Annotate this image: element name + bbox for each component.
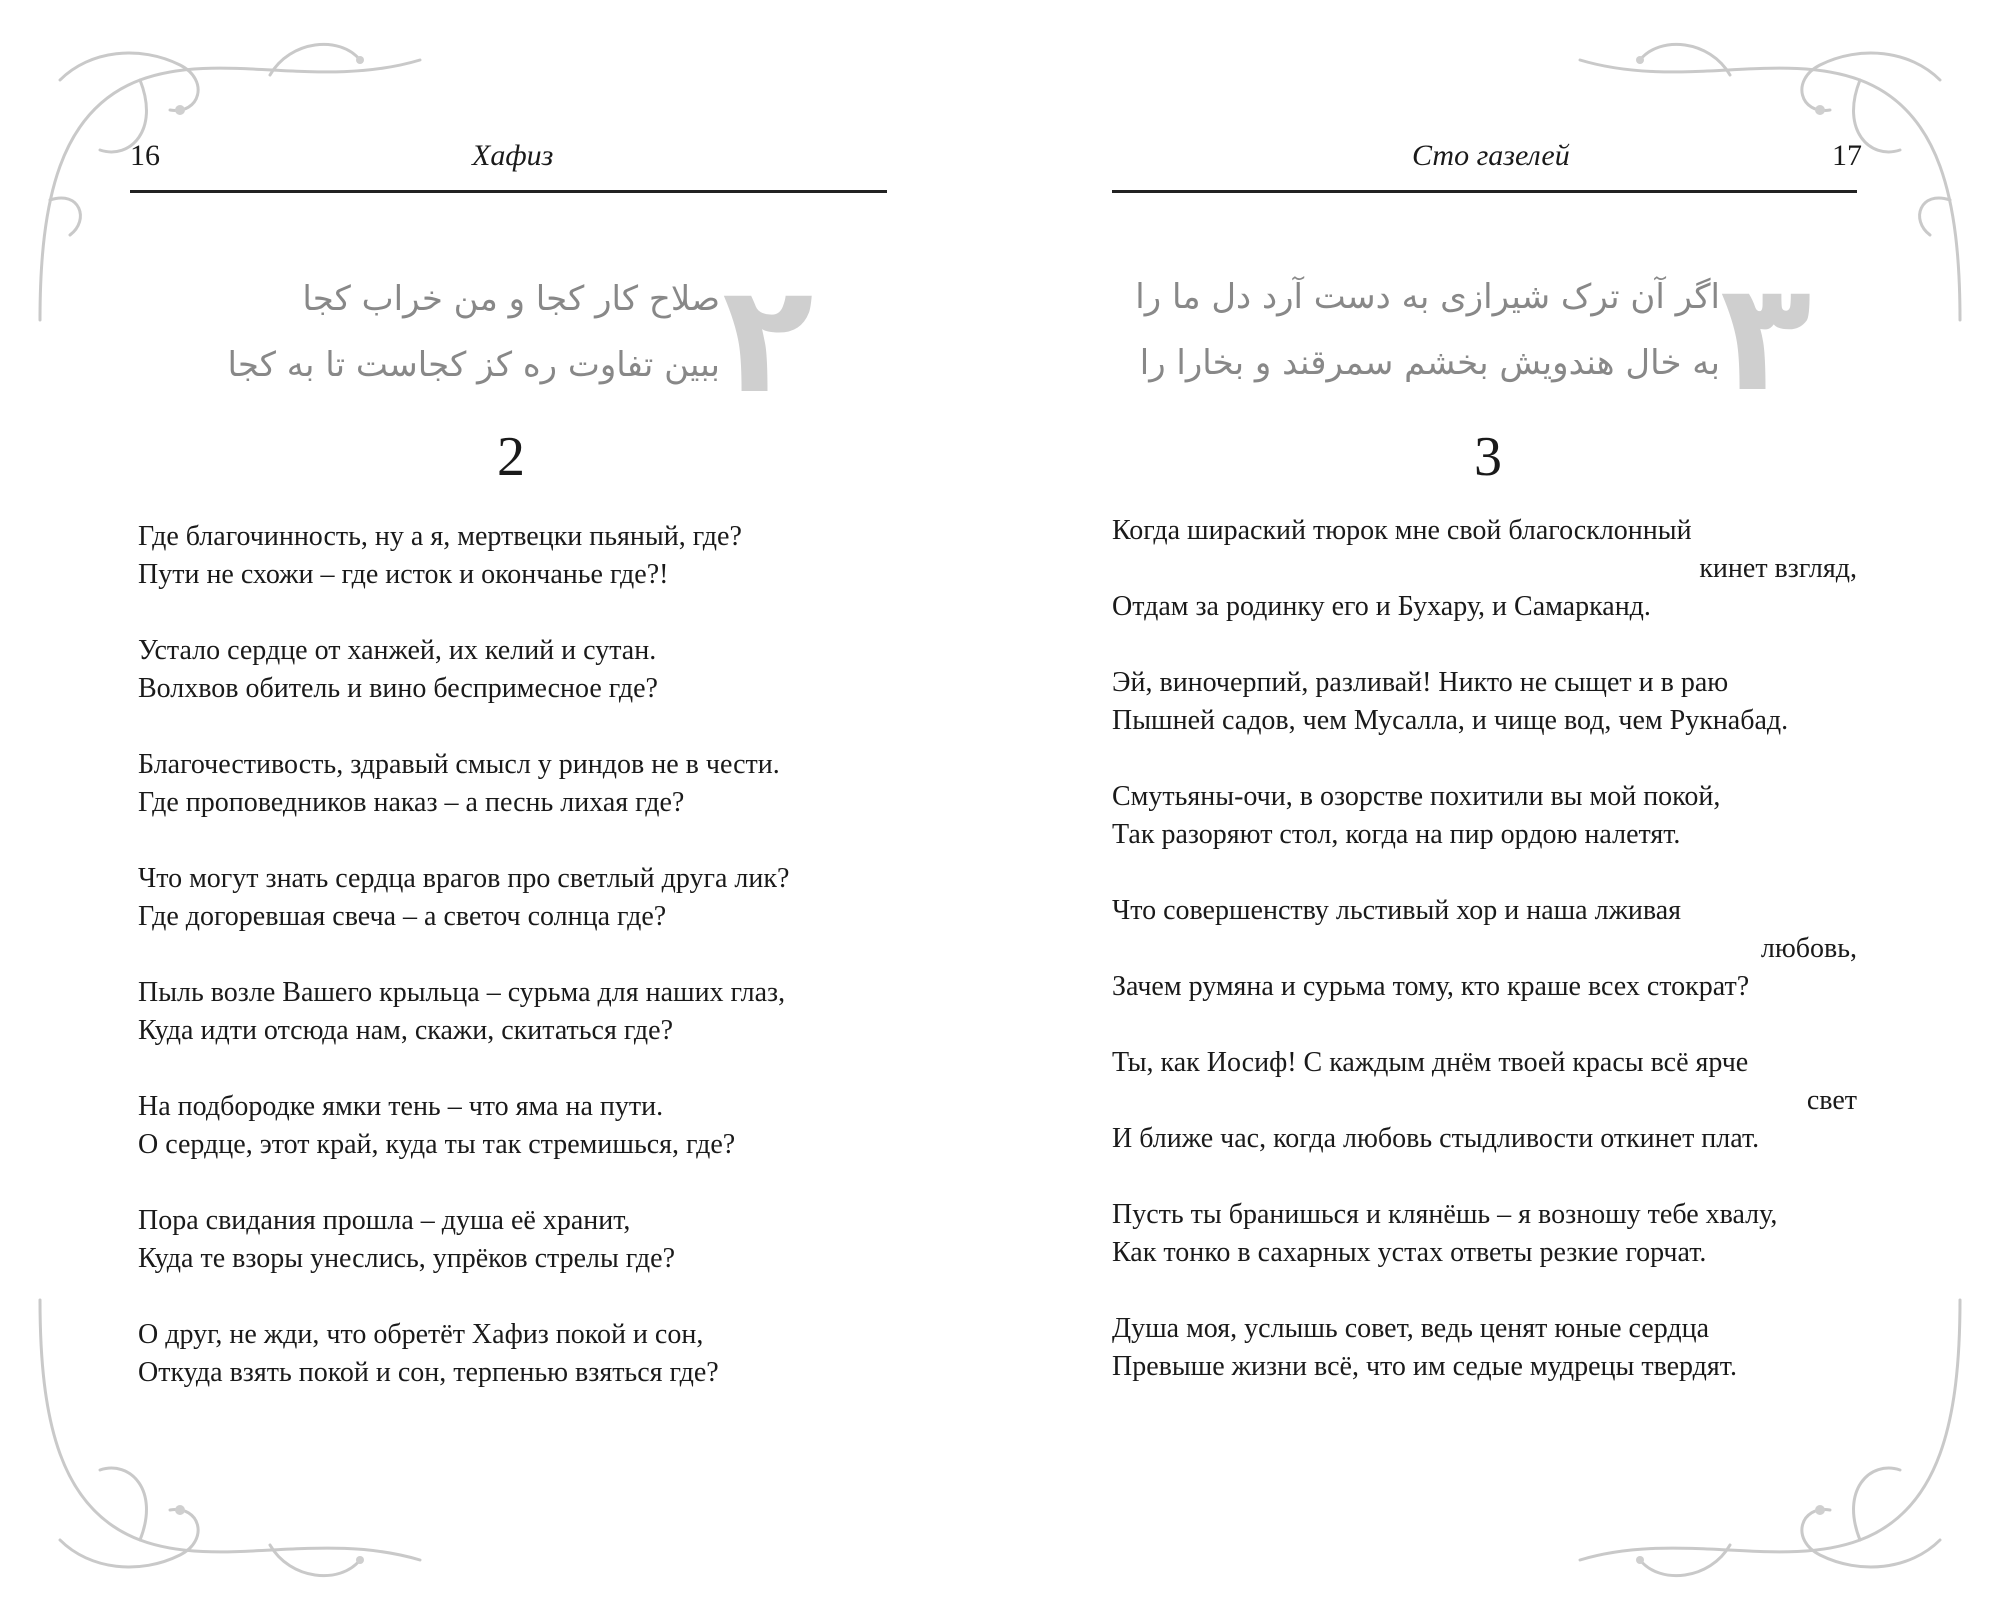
verse-line: Так разоряют стол, когда на пир ордою налетят. — [1112, 819, 1681, 850]
persian-line: به خال هندویش بخشم سمرقند و بخارا را — [1139, 343, 1720, 383]
stanza — [1112, 778, 1857, 854]
verse-line: Откуда взять покой и сон, терпенью взяться где? — [138, 1357, 719, 1388]
persian-line: اگر آن ترک شیرازی به دست آرد دل ما را — [1135, 277, 1720, 317]
verse-line: Благочестивость, здравый смысл у риндов не в чести. — [138, 749, 780, 780]
persian-couplet — [160, 266, 720, 398]
verse-line: И ближе час, когда любовь стыдливости откинет плат. — [1112, 1123, 1760, 1154]
verse-line: Превыше жизни всё, что им седые мудрецы твердят. — [1112, 1351, 1737, 1382]
persian-line: صلاح کار کجا و من خراب کجا — [302, 279, 720, 319]
verse-line: О друг, не жди, что обретёт Хафиз покой и сон, — [138, 1319, 704, 1350]
stanza — [138, 1202, 898, 1278]
verse-line: Отдам за родинку его и Бухару, и Самарканд. — [1112, 591, 1651, 622]
stanza — [138, 1088, 898, 1164]
ghazal-number: 2 — [497, 426, 525, 488]
verse-line: Что совершенству льстивый хор и наша лживая — [1112, 895, 1682, 926]
ghazal-verses — [138, 518, 898, 1430]
persian-line: ببین تفاوت ره کز کجاست تا به کجا — [227, 345, 720, 385]
stanza — [1112, 664, 1857, 740]
header-rule — [1112, 190, 1857, 193]
stanza — [138, 1316, 898, 1392]
verse-line: Эй, виночерпий, разливай! Никто не сыщет и в раю — [1112, 667, 1729, 698]
running-header-title: Сто газелей — [1412, 139, 1570, 172]
stanza — [1112, 892, 1857, 1006]
stanza — [138, 746, 898, 822]
verse-line: свет — [1806, 1085, 1857, 1116]
stanza — [1112, 1044, 1857, 1158]
header-rule — [130, 190, 887, 193]
verse-line: Когда шираский тюрок мне свой благосклонный — [1112, 515, 1692, 546]
stanza — [138, 518, 898, 594]
persian-ghazal-number: ۳ — [1720, 251, 1812, 425]
page-number: 17 — [1832, 139, 1862, 172]
persian-couplet — [1090, 264, 1720, 396]
verse-line: На подбородке ямки тень – что яма на пути. — [138, 1091, 664, 1122]
stanza — [1112, 1196, 1857, 1272]
verse-line: кинет взгляд, — [1699, 553, 1857, 584]
verse-line: Зачем румяна и сурьма тому, кто краше всех стократ? — [1112, 971, 1750, 1002]
verse-line: Пора свидания прошла – душа её хранит, — [138, 1205, 631, 1236]
stanza — [138, 974, 898, 1050]
verse-line: Пышней садов, чем Мусалла, и чище вод, чем Рукнабад. — [1112, 705, 1789, 736]
verse-line: Пыль возле Вашего крыльца – сурьма для наших глаз, — [138, 977, 786, 1008]
stanza — [1112, 1310, 1857, 1386]
verse-line: Смутьяны-очи, в озорстве похитили вы мой покой, — [1112, 781, 1721, 812]
verse-line: Пусть ты бранишься и клянёшь – я возношу тебе хвалу, — [1112, 1199, 1778, 1230]
ghazal-number: 3 — [1474, 426, 1502, 488]
verse-line: Куда идти отсюда нам, скажи, скитаться где? — [138, 1015, 674, 1046]
verse-line: Куда те взоры унеслись, упрёков стрелы где? — [138, 1243, 675, 1274]
verse-line: Где проповедников наказ – а песнь лихая где? — [138, 787, 685, 818]
page-number: 16 — [130, 139, 160, 172]
persian-ghazal-number: ۲ — [722, 253, 814, 427]
verse-line: Где благочинность, ну а я, мертвецки пьяный, где? — [138, 521, 742, 552]
verse-line: Что могут знать сердца врагов про светлый друга лик? — [138, 863, 790, 894]
stanza — [1112, 512, 1857, 626]
verse-line: Пути не схожи – где исток и окончанье где?! — [138, 559, 669, 590]
stanza — [138, 860, 898, 936]
verse-line: любовь, — [1760, 933, 1857, 964]
right-page — [1000, 0, 2000, 1609]
verse-line: Ты, как Иосиф! С каждым днём твоей красы всё ярче — [1112, 1047, 1749, 1078]
verse-line: Где догоревшая свеча – а светоч солнца где? — [138, 901, 667, 932]
stanza — [138, 632, 898, 708]
verse-line: Душа моя, услышь совет, ведь ценят юные сердца — [1112, 1313, 1710, 1344]
verse-line: Как тонко в сахарных устах ответы резкие горчат. — [1112, 1237, 1707, 1268]
running-header-title: Хафиз — [472, 139, 554, 172]
verse-line: О сердце, этот край, куда ты так стремишься, где? — [138, 1129, 736, 1160]
verse-line: Устало сердце от ханжей, их келий и сутан. — [138, 635, 657, 666]
verse-line: Волхвов обитель и вино беспримесное где? — [138, 673, 658, 704]
ghazal-verses — [1112, 512, 1857, 1424]
